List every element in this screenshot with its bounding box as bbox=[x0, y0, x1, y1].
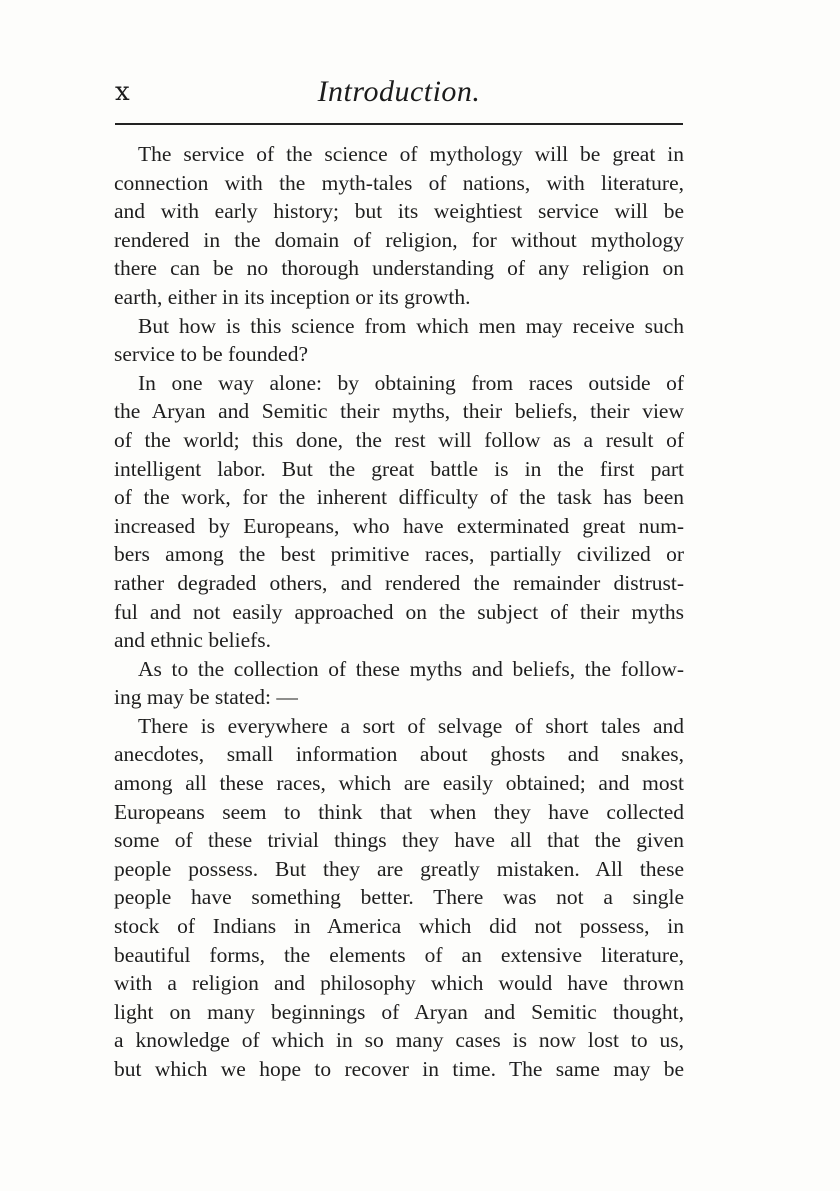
running-head bbox=[115, 72, 683, 112]
text-line: Europeans seem to think that when they have collected bbox=[114, 799, 684, 824]
text-line: a knowledge of which in so many cases is now lost to us, bbox=[114, 1028, 684, 1053]
text-line: connection with the myth-tales of nations, with literature, bbox=[114, 170, 684, 195]
text-line: the Aryan and Semitic their myths, their beliefs, their view bbox=[114, 399, 684, 424]
paragraph-3 bbox=[114, 369, 684, 655]
text-line: and with early history; but its weightiest service will be bbox=[114, 199, 684, 224]
text-line: of the work, for the inherent difficulty of the task has been bbox=[114, 485, 684, 510]
text-line: but which we hope to recover in time. The same may be bbox=[114, 1057, 684, 1081]
text-line: increased by Europeans, who have exterminated great num- bbox=[114, 513, 684, 538]
text-line: and ethnic beliefs. bbox=[114, 628, 272, 653]
header-rule bbox=[115, 123, 683, 125]
text-line: rendered in the domain of religion, for without mythology bbox=[114, 227, 684, 252]
text-line: ful and not easily approached on the subject of their myths bbox=[114, 599, 684, 624]
paragraph-4 bbox=[114, 655, 684, 712]
text-line: ing may be stated: — bbox=[114, 685, 298, 710]
text-line: But how is this science from which men may receive such bbox=[138, 313, 684, 338]
text-line: intelligent labor. But the great battle is in the first part bbox=[114, 456, 684, 481]
text-line: stock of Indians in America which did not possess, in bbox=[114, 914, 684, 939]
text-line: light on many beginnings of Aryan and Semitic thought, bbox=[114, 999, 684, 1024]
text-line: In one way alone: by obtaining from races outside of bbox=[138, 370, 684, 395]
text-line: anecdotes, small information about ghosts and snakes, bbox=[114, 742, 684, 767]
text-line: service to be founded? bbox=[114, 342, 309, 367]
text-line: some of these trivial things they have all that the given bbox=[114, 828, 684, 853]
text-line: bers among the best primitive races, partially civilized or bbox=[114, 542, 684, 567]
text-line: people possess. But they are greatly mistaken. All these bbox=[114, 856, 684, 881]
text-line: beautiful forms, the elements of an extensive literature, bbox=[114, 942, 684, 967]
text-line: The service of the science of mythology will be great in bbox=[138, 142, 684, 166]
text-line: there can be no thorough understanding of any religion on bbox=[114, 256, 684, 281]
page-number: x bbox=[115, 77, 130, 107]
text-line: with a religion and philosophy which would have thrown bbox=[114, 971, 684, 996]
paragraph-5 bbox=[114, 712, 684, 1084]
body-text bbox=[114, 140, 684, 1084]
running-title: Introduction. bbox=[317, 75, 481, 108]
text-line: earth, either in its inception or its growth. bbox=[114, 284, 471, 309]
text-line: people have something better. There was not a single bbox=[114, 885, 684, 910]
text-line: rather degraded others, and rendered the remainder distrust- bbox=[114, 570, 684, 595]
text-line: among all these races, which are easily obtained; and most bbox=[114, 771, 684, 796]
text-line: As to the collection of these myths and beliefs, the follow- bbox=[138, 656, 684, 681]
text-line: of the world; this done, the rest will follow as a result of bbox=[114, 427, 684, 452]
text-line: There is everywhere a sort of selvage of short tales and bbox=[138, 713, 684, 738]
paragraph-1 bbox=[114, 140, 684, 312]
paragraph-2 bbox=[114, 312, 684, 369]
